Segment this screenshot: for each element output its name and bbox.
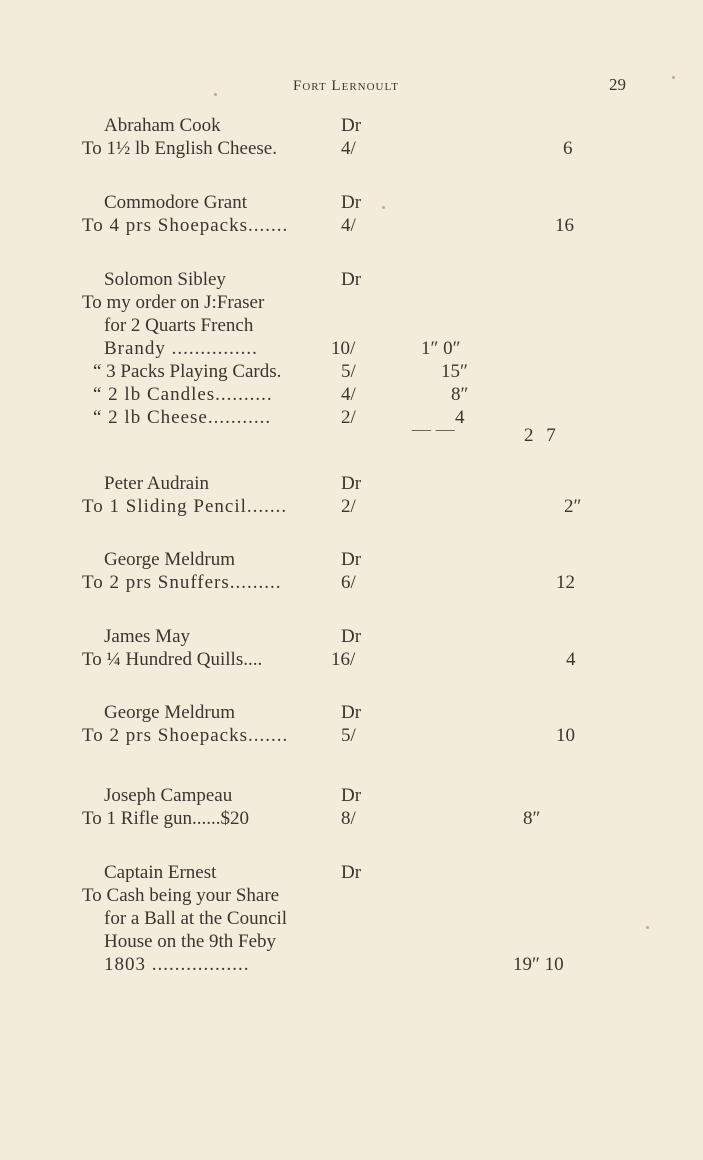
debit-marker: Dr xyxy=(341,269,362,290)
entry-line: “ 2 lb Cheese........... xyxy=(93,407,272,428)
entry-line: Brandy ............... xyxy=(104,338,258,359)
entry-total: 2 7 xyxy=(524,425,556,446)
account-name: George Meldrum xyxy=(104,702,236,723)
pounds-value: 4 xyxy=(455,407,465,428)
entry-line: To 1 Sliding Pencil....... xyxy=(82,496,288,517)
entry-line: “ 2 lb Candles.......... xyxy=(93,384,273,405)
debit-marker: Dr xyxy=(341,862,362,883)
entry-line: To my order on J:Fraser xyxy=(82,292,265,313)
shillings-value: 5/ xyxy=(341,725,356,746)
pence-value: 4 xyxy=(566,649,576,670)
account-name: George Meldrum xyxy=(104,549,236,570)
account-name: Peter Audrain xyxy=(104,473,210,494)
pounds-value: 15″ xyxy=(441,361,468,382)
shillings-value: 10/ xyxy=(331,338,356,359)
debit-marker: Dr xyxy=(341,473,362,494)
debit-marker: Dr xyxy=(341,115,362,136)
entry-line: for a Ball at the Council xyxy=(104,908,288,929)
entry-line: 1803 ................. xyxy=(104,954,250,975)
pence-value: 16 xyxy=(555,215,574,236)
paper-speck xyxy=(214,93,217,96)
entry-line: House on the 9th Feby xyxy=(104,931,277,952)
pounds-value: 1″ 0″ xyxy=(421,338,461,359)
shillings-value: 6/ xyxy=(341,572,356,593)
entry-line: To 2 prs Snuffers......... xyxy=(82,572,282,593)
paper-speck xyxy=(382,206,385,209)
debit-marker: Dr xyxy=(341,549,362,570)
debit-marker: Dr xyxy=(341,192,362,213)
paper-speck xyxy=(646,926,649,929)
pence-value: 10 xyxy=(556,725,575,746)
debit-marker: Dr xyxy=(341,626,362,647)
shillings-value: 16/ xyxy=(331,649,356,670)
shillings-value: 4/ xyxy=(341,215,356,236)
account-name: Abraham Cook xyxy=(104,115,221,136)
pounds-value: 8″ xyxy=(451,384,469,405)
entry-line: To 2 prs Shoepacks....... xyxy=(82,725,289,746)
pence-value: 6 xyxy=(563,138,573,159)
total-value: 19″ 10 xyxy=(513,954,564,975)
entry-line: To 4 prs Shoepacks....... xyxy=(82,215,289,236)
account-name: Joseph Campeau xyxy=(104,785,233,806)
entry-line: To Cash being your Share xyxy=(82,885,280,906)
sum-dashes: — — xyxy=(412,419,455,440)
paper-speck xyxy=(672,76,675,79)
shillings-column-value: 8″ xyxy=(523,808,541,829)
entry-line: To 1½ lb English Cheese. xyxy=(82,138,277,159)
debit-marker: Dr xyxy=(341,785,362,806)
shillings-value: 4/ xyxy=(341,138,356,159)
running-header: Fort Lernoult xyxy=(293,78,399,94)
pence-value: 2″ xyxy=(564,496,582,517)
shillings-value: 5/ xyxy=(341,361,356,382)
entry-line: To 1 Rifle gun......$20 xyxy=(82,808,250,829)
entry-line: To ¼ Hundred Quills.... xyxy=(82,649,263,670)
shillings-value: 2/ xyxy=(341,496,356,517)
account-name: Commodore Grant xyxy=(104,192,248,213)
entry-line: “ 3 Packs Playing Cards. xyxy=(93,361,282,382)
shillings-value: 8/ xyxy=(341,808,356,829)
pence-value: 12 xyxy=(556,572,575,593)
page-number: 29 xyxy=(609,75,626,94)
debit-marker: Dr xyxy=(341,702,362,723)
shillings-value: 2/ xyxy=(341,407,356,428)
shillings-value: 4/ xyxy=(341,384,356,405)
account-name: Captain Ernest xyxy=(104,862,217,883)
account-name: James May xyxy=(104,626,191,647)
account-name: Solomon Sibley xyxy=(104,269,226,290)
entry-line: for 2 Quarts French xyxy=(104,315,254,336)
